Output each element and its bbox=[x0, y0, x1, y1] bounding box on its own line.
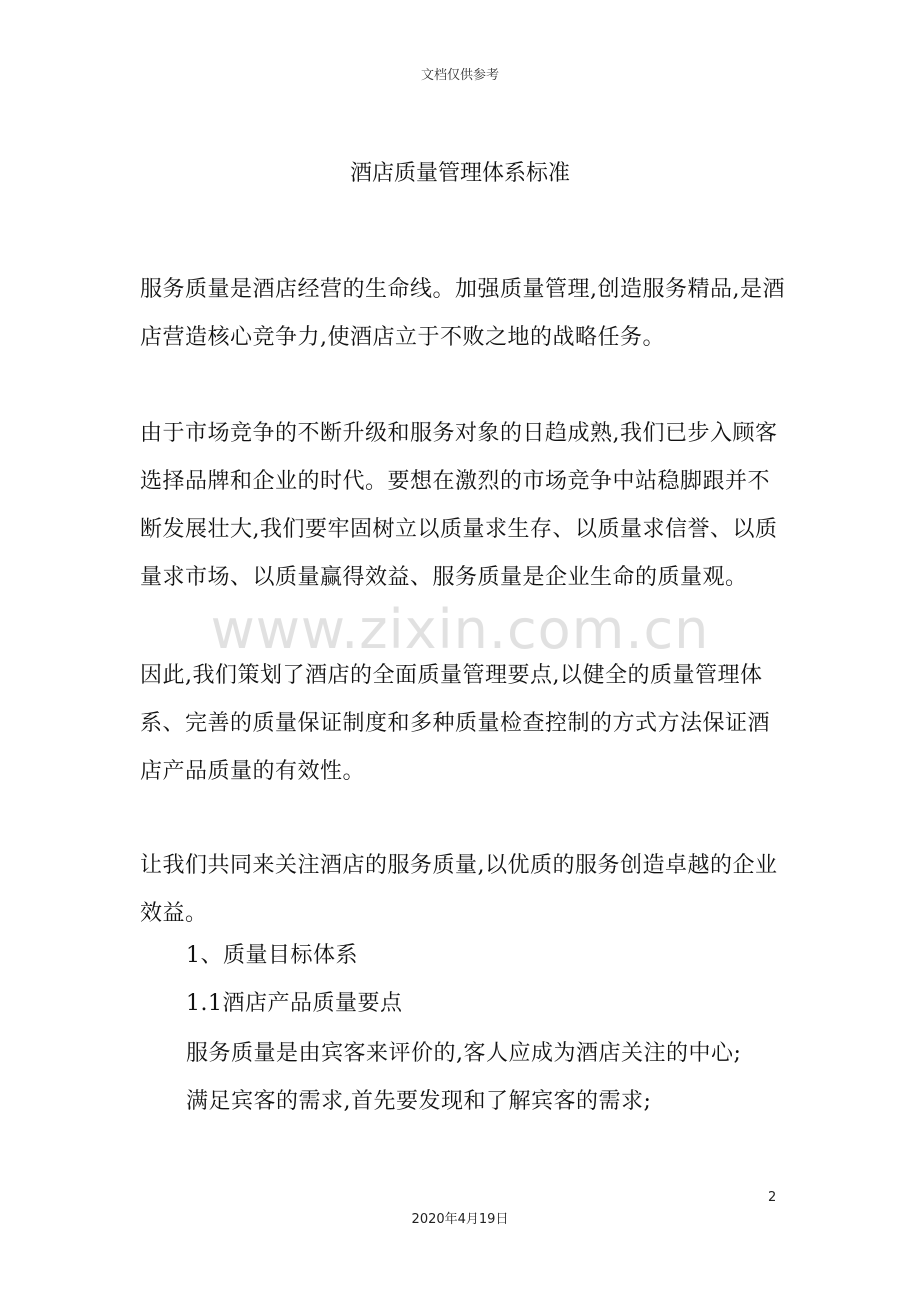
paragraph-1: 服务质量是酒店经营的生命线。加强质量管理,创造服务精品,是酒店营造核心竞争力,使酒店立于不败之地的战略任务。 bbox=[140, 277, 785, 350]
page-title: 酒店质量管理体系标准 bbox=[349, 161, 570, 186]
watermark: www.zixin.com.cn bbox=[210, 598, 710, 661]
subsection-heading: 1.1酒店产品质量要点 bbox=[186, 991, 403, 1016]
paragraph-2: 由于市场竞争的不断升级和服务对象的日趋成熟,我们已步入顾客选择品牌和企业的时代。要想在激烈的市场竞争中站稳脚跟并不断发展壮大,我们要牢固树立以质量求生存、以质量求信誉、以质量求市场、以质量赢得效益、服务质量是企业生命的质量观。 bbox=[140, 421, 778, 590]
point-1: 服务质量是由宾客来评价的,客人应成为酒店关注的中心; bbox=[186, 1041, 742, 1066]
paragraph-3: 因此,我们策划了酒店的全面质量管理要点,以健全的质量管理体系、完善的质量保证制度和多种质量检查控制的方式方法保证酒店产品质量的有效性。 bbox=[140, 663, 771, 784]
header-note: 文档仅供参考 bbox=[420, 68, 499, 83]
page-number: 2 bbox=[768, 1190, 777, 1205]
footer-date: 2020年4月19日 bbox=[411, 1212, 509, 1227]
point-2: 满足宾客的需求,首先要发现和了解宾客的需求; bbox=[186, 1089, 652, 1114]
section-heading: 1、质量目标体系 bbox=[186, 943, 358, 968]
paragraph-4: 让我们共同来关注酒店的服务质量,以优质的服务创造卓越的企业效益。 bbox=[140, 853, 778, 926]
